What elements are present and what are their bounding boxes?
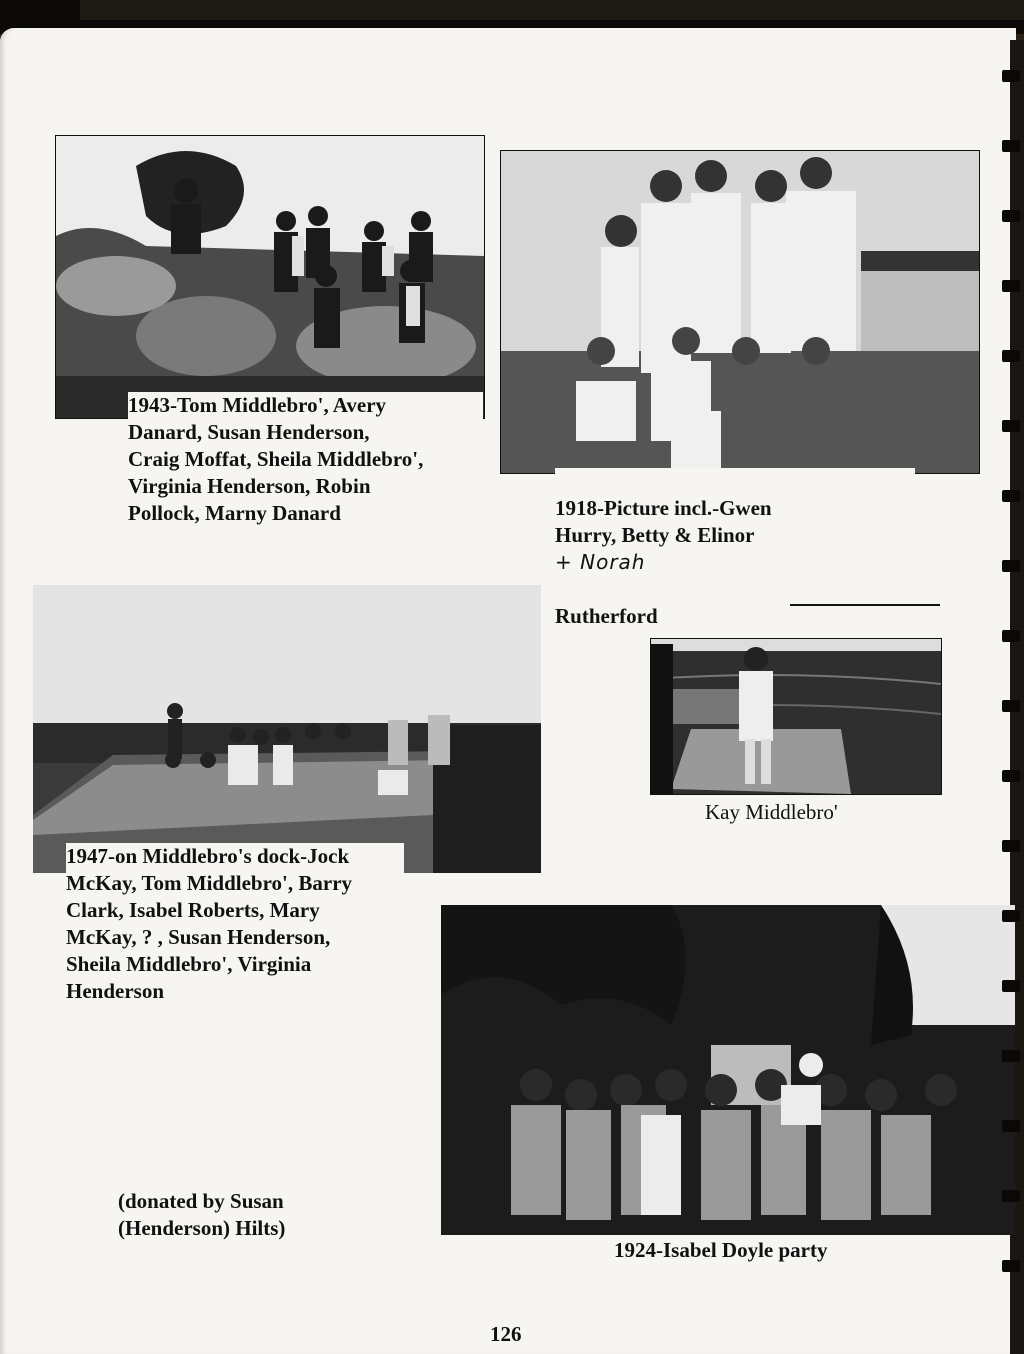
binding-hole xyxy=(1002,420,1020,432)
binding-hole xyxy=(1002,1190,1020,1202)
donation-note: (donated by Susan (Henderson) Hilts) xyxy=(118,1189,286,1240)
binding-hole xyxy=(1002,560,1020,572)
caption-1947: 1947-on Middlebro's dock-Jock McKay, Tom Middlebro', Barry Clark, Isabel Roberts, Mary McKay, ? , Susan Henderson, Sheila Middlebro', Virginia Henderson xyxy=(66,843,404,1005)
binding-hole xyxy=(1002,1120,1020,1132)
caption-1924: 1924-Isabel Doyle party xyxy=(614,1238,828,1262)
handwritten-addition: + Norah xyxy=(555,550,646,574)
photo-1918 xyxy=(500,150,980,474)
binding-hole xyxy=(1002,700,1020,712)
binding-hole xyxy=(1002,70,1020,82)
caption-1918-text: 1918-Picture incl.-Gwen Hurry, Betty & Elinor xyxy=(555,496,772,547)
binding-hole xyxy=(1002,210,1020,222)
photo-kay xyxy=(650,638,942,795)
photo-1947 xyxy=(33,585,541,873)
caption-kay: Kay Middlebro' xyxy=(705,800,838,824)
binding-hole xyxy=(1002,140,1020,152)
binding-hole xyxy=(1002,350,1020,362)
photo-1924 xyxy=(441,905,1015,1235)
binding-hole xyxy=(1002,770,1020,782)
binding-hole xyxy=(1002,840,1020,852)
binding-hole xyxy=(1002,490,1020,502)
page-number: 126 xyxy=(490,1322,522,1346)
caption-1943: 1943-Tom Middlebro', Avery Danard, Susan Henderson, Craig Moffat, Sheila Middlebro', Virginia Henderson, Robin Pollock, Marny Danard xyxy=(128,392,483,527)
binding-hole xyxy=(1002,1050,1020,1062)
binding-hole xyxy=(1002,910,1020,922)
binding-hole xyxy=(1002,1260,1020,1272)
binding-hole xyxy=(1002,280,1020,292)
caption-1918-end: Rutherford xyxy=(555,604,658,628)
photo-1943 xyxy=(55,135,485,419)
binding-hole xyxy=(1002,630,1020,642)
binding-hole xyxy=(1002,980,1020,992)
divider-line xyxy=(790,604,940,606)
